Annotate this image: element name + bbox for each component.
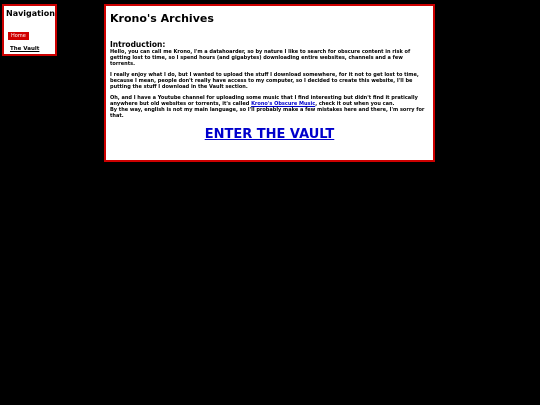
youtube-channel-link[interactable]: Krono's Obscure Music xyxy=(251,101,316,107)
page-title: Krono's Archives xyxy=(110,12,214,25)
nav-home-button[interactable]: Home xyxy=(8,32,29,40)
main-content-panel xyxy=(104,4,435,162)
intro-paragraph-2: I really enjoy what I do, but I wanted to upload the stuff I download somewhere, for it not to get lost to time, because I mean, people don't really have access to my computer, so I decided to create this website, I'll be putting the stuff I download in the Vault section. xyxy=(110,72,419,90)
intro-paragraph-3 xyxy=(110,95,429,119)
nav-vault-link[interactable]: The Vault xyxy=(10,46,40,52)
intro-paragraph-1: Hello, you can call me Krono, I'm a datahoarder, so by nature I like to search for obscure content in risk of getting lost to time, so I spend hours (and gigabytes) downloading entire websites, channels and a few torrents. xyxy=(110,49,411,67)
navigation-title: Navigation xyxy=(6,9,55,18)
paragraph-3-text-before: Oh, and I have a Youtube channel for uploading some music that I find interesting but didn't find it pratically anywhere but old websites or torrents, it's called xyxy=(110,95,418,107)
enter-vault-link[interactable]: ENTER THE VAULT xyxy=(204,127,335,142)
paragraph-3-text-after: , check it out when you can. xyxy=(315,101,395,107)
intro-heading: Introduction: xyxy=(110,40,166,49)
paragraph-3-line-2: By the way, english is not my main language, so I'll probably make a few mistakes here and there, I'm sorry for that. xyxy=(110,107,425,119)
navigation-panel xyxy=(2,4,57,56)
